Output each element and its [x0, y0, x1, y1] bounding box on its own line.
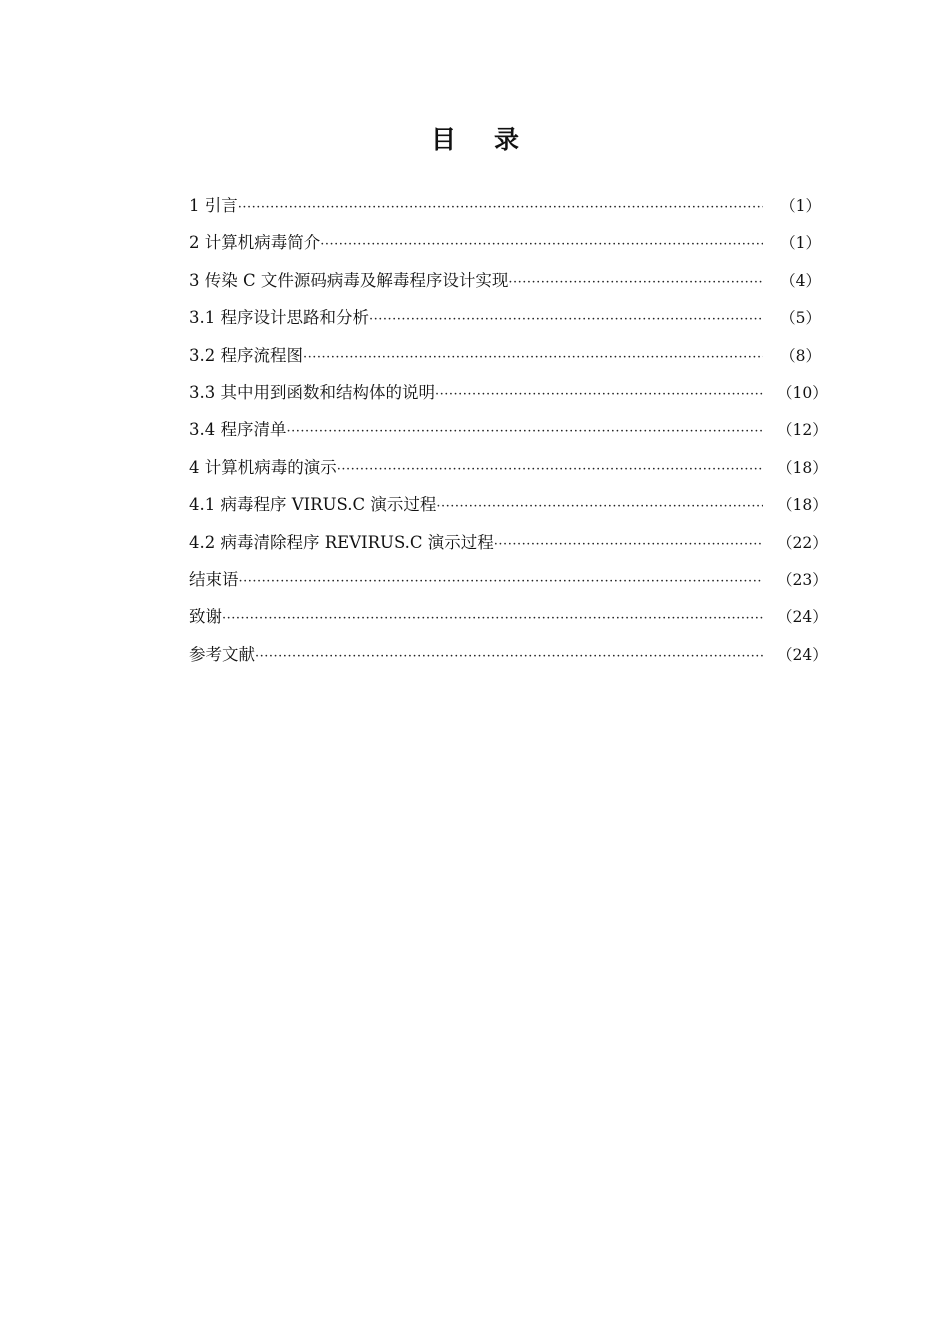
toc-entry: [189, 262, 821, 299]
toc-dot-leader: [369, 301, 763, 338]
toc-dot-leader: [435, 376, 763, 413]
toc-title: 目录: [430, 125, 557, 154]
toc-entry-text: 2 计算机病毒简介: [189, 233, 321, 253]
toc-entry-text: 致谢: [189, 607, 222, 627]
toc-entry-text: 3.2 程序流程图: [189, 345, 303, 365]
toc-entry: [189, 486, 828, 523]
toc-entry-page: （4）: [780, 271, 821, 290]
toc-dot-leader: [239, 563, 764, 600]
toc-entry-text: 结束语: [189, 569, 239, 589]
toc-entry-text: 参考文献: [189, 644, 255, 664]
toc-entry-text: 4.1 病毒程序 VIRUS.C 演示过程: [189, 495, 437, 515]
toc-entry-text: 4.2 病毒清除程序 REVIRUS.C 演示过程: [189, 532, 494, 552]
toc-dot-leader: [238, 189, 763, 226]
toc-dot-leader: [508, 264, 763, 301]
toc-entry-page: （22）: [777, 533, 828, 552]
toc-entry: [189, 374, 828, 411]
toc-entry-text: 3 传染 C 文件源码病毒及解毒程序设计实现: [189, 270, 509, 290]
toc-entry-page: （1）: [780, 234, 821, 253]
toc-dot-leader: [287, 413, 764, 450]
toc-entry-text: 3.4 程序清单: [189, 420, 287, 440]
toc-entry: [189, 337, 821, 374]
toc-entry-page: （24）: [777, 608, 828, 627]
toc-entry-page: （18）: [777, 458, 828, 477]
toc-entry-text: 3.1 程序设计思路和分析: [189, 308, 369, 328]
toc-entry: [189, 636, 828, 673]
toc-entry: [189, 299, 821, 336]
toc-entry: [189, 449, 828, 486]
toc-entry-page: （18）: [777, 496, 828, 515]
toc-entry-text: 1 引言: [189, 196, 238, 215]
toc-dot-leader: [436, 488, 763, 525]
toc-dot-leader: [494, 526, 763, 563]
toc-entry-text: 4 计算机病毒的演示: [189, 457, 337, 477]
toc-dot-leader: [222, 600, 763, 637]
toc-entry-page: （23）: [777, 570, 828, 589]
toc-entry-page: （8）: [780, 346, 821, 365]
toc-list: [189, 187, 828, 673]
toc-entry-text: 3.3 其中用到函数和结构体的说明: [189, 382, 435, 402]
toc-dot-leader: [337, 451, 763, 488]
toc-dot-leader: [320, 226, 763, 263]
toc-entry: [189, 411, 828, 448]
toc-entry-page: （1）: [780, 197, 821, 215]
toc-dot-leader: [255, 638, 763, 675]
toc-entry: [189, 187, 821, 224]
toc-entry: [189, 524, 828, 561]
toc-entry-page: （5）: [780, 309, 821, 328]
toc-entry-page: （12）: [777, 421, 828, 440]
toc-entry: [189, 561, 828, 598]
toc-entry: [189, 224, 821, 261]
toc-entry-page: （24）: [777, 645, 828, 664]
toc-entry: [189, 598, 828, 635]
toc-entry-page: （10）: [777, 383, 828, 402]
toc-dot-leader: [303, 339, 763, 376]
